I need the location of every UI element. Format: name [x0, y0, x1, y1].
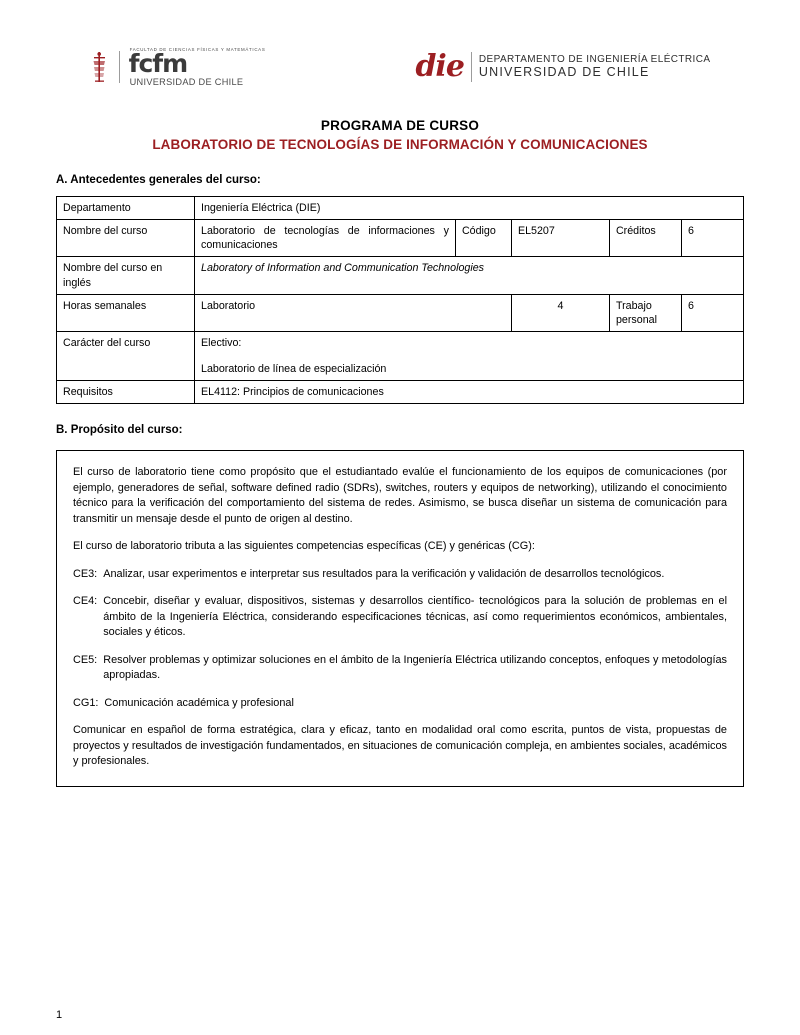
die-logo-text [479, 55, 710, 79]
caracter-line-1: Electivo: [201, 336, 242, 349]
competency-item [73, 653, 727, 684]
horas-valor: 4 [511, 294, 609, 331]
fcfm-faculty-line: FACULTAD DE CIENCIAS FÍSICAS Y MATEMÁTICAS [129, 46, 266, 52]
purpose-paragraph-1: El curso de laboratorio tiene como propósito que el estudiantado evalúe el funcionamiento de los equipos de comunicaciones (por ejemplo, generadores de señal, software defined radio (SDRs), switches, routers y equipos de networking), utilizando el conocimiento técnico para la verificación del comportamiento del sistema de redes. Asimismo, se busca diseñar un sistema de comunicación para transmitir un mensaje desde el punto de origen al destino. [73, 466, 727, 525]
requisitos-label: Requisitos [57, 381, 195, 404]
course-info-table [56, 196, 744, 404]
purpose-paragraph-2: El curso de laboratorio tributa a las siguientes competencias específicas (CE) y genéricas (CG): [73, 540, 535, 553]
competency-text: Analizar, usar experimentos e interpretar sus resultados para la verificación y validación de desarrollos tecnológicos. [103, 567, 665, 580]
competency-item [73, 594, 727, 640]
fcfm-emblem-icon [90, 50, 110, 84]
document-subtitle: LABORATORIO DE TECNOLOGÍAS DE INFORMACIÓN Y COMUNICACIONES [152, 137, 648, 152]
purpose-box [56, 450, 744, 786]
nombre-curso-value: Laboratorio de tecnologías de informaciones y comunicaciones [195, 220, 456, 257]
trabajo-personal-label: Trabajo personal [609, 294, 681, 331]
fcfm-logo [90, 47, 266, 87]
section-b-heading: B. Propósito del curso: [56, 424, 183, 437]
nombre-ingles-label: Nombre del curso en inglés [57, 257, 195, 294]
codigo-value: EL5207 [511, 220, 609, 257]
generic-competency-tag: CG1: [73, 696, 99, 709]
die-logo [415, 49, 711, 84]
nombre-curso-label: Nombre del curso [57, 220, 195, 257]
trabajo-personal-valor: 6 [681, 294, 743, 331]
nombre-ingles-value: Laboratory of Information and Communication Technologies [195, 257, 744, 294]
generic-competency-item [73, 696, 727, 711]
creditos-value: 6 [681, 220, 743, 257]
fcfm-wordmark: fcfm [128, 49, 188, 79]
die-department-line: DEPARTAMENTO DE INGENIERÍA ELÉCTRICA [478, 54, 711, 66]
departamento-value: Ingeniería Eléctrica (DIE) [195, 197, 744, 220]
table-row [57, 220, 744, 257]
fcfm-divider [119, 51, 120, 83]
page-number: 1 [56, 1009, 63, 1021]
requisitos-value: EL4112: Principios de comunicaciones [195, 381, 744, 404]
fcfm-university-line: UNIVERSIDAD DE CHILE [129, 76, 244, 87]
departamento-label: Departamento [57, 197, 195, 220]
section-a-heading: A. Antecedentes generales del curso: [56, 174, 261, 186]
competency-tag: CE3: [73, 567, 98, 580]
die-divider [471, 52, 472, 82]
die-university-line: UNIVERSIDAD DE CHILE [478, 64, 650, 79]
competency-text: Resolver problemas y optimizar soluciones en el ámbito de la Ingeniería Eléctrica utilizando conceptos, enfoques y metodologías apropiadas. [103, 653, 727, 682]
competency-item [73, 567, 727, 582]
die-wordmark: die [415, 49, 464, 84]
competency-text: Concebir, diseñar y evaluar, dispositivos, sistemas y desarrollos científico- tecnológicos para la solución de problemas en el ámbito de la Ingeniería Eléctrica, considerando especificaciones técnicas, así como requerimientos económicos, ambientales, sociales y éticos. [103, 595, 727, 639]
caracter-curso-label: Carácter del curso [57, 331, 195, 380]
logo-header [56, 38, 744, 96]
horas-semanales-label: Horas semanales [57, 294, 195, 331]
table-row [57, 197, 744, 220]
table-row [57, 257, 744, 294]
table-row [57, 381, 744, 404]
competency-tag: CE4: [73, 595, 98, 608]
competency-tag: CE5: [73, 653, 98, 666]
caracter-curso-value [195, 331, 744, 380]
caracter-line-2: Laboratorio de línea de especialización [201, 363, 387, 375]
table-row [57, 294, 744, 331]
generic-competency-detail: Comunicar en español de forma estratégica, clara y eficaz, tanto en modalidad oral como escrita, puntos de vista, propuestas de proyectos y resultados de investigación fundamentados, en situaciones de comunicación compleja, en ambientes sociales, académicos y profesionales. [73, 724, 727, 768]
horas-tipo-value: Laboratorio [195, 294, 512, 331]
codigo-label: Código [455, 220, 511, 257]
creditos-label: Créditos [609, 220, 681, 257]
fcfm-logo-text [129, 47, 266, 87]
table-row [57, 331, 744, 380]
document-title: PROGRAMA DE CURSO [320, 118, 480, 133]
generic-competency-text: Comunicación académica y profesional [104, 696, 294, 709]
